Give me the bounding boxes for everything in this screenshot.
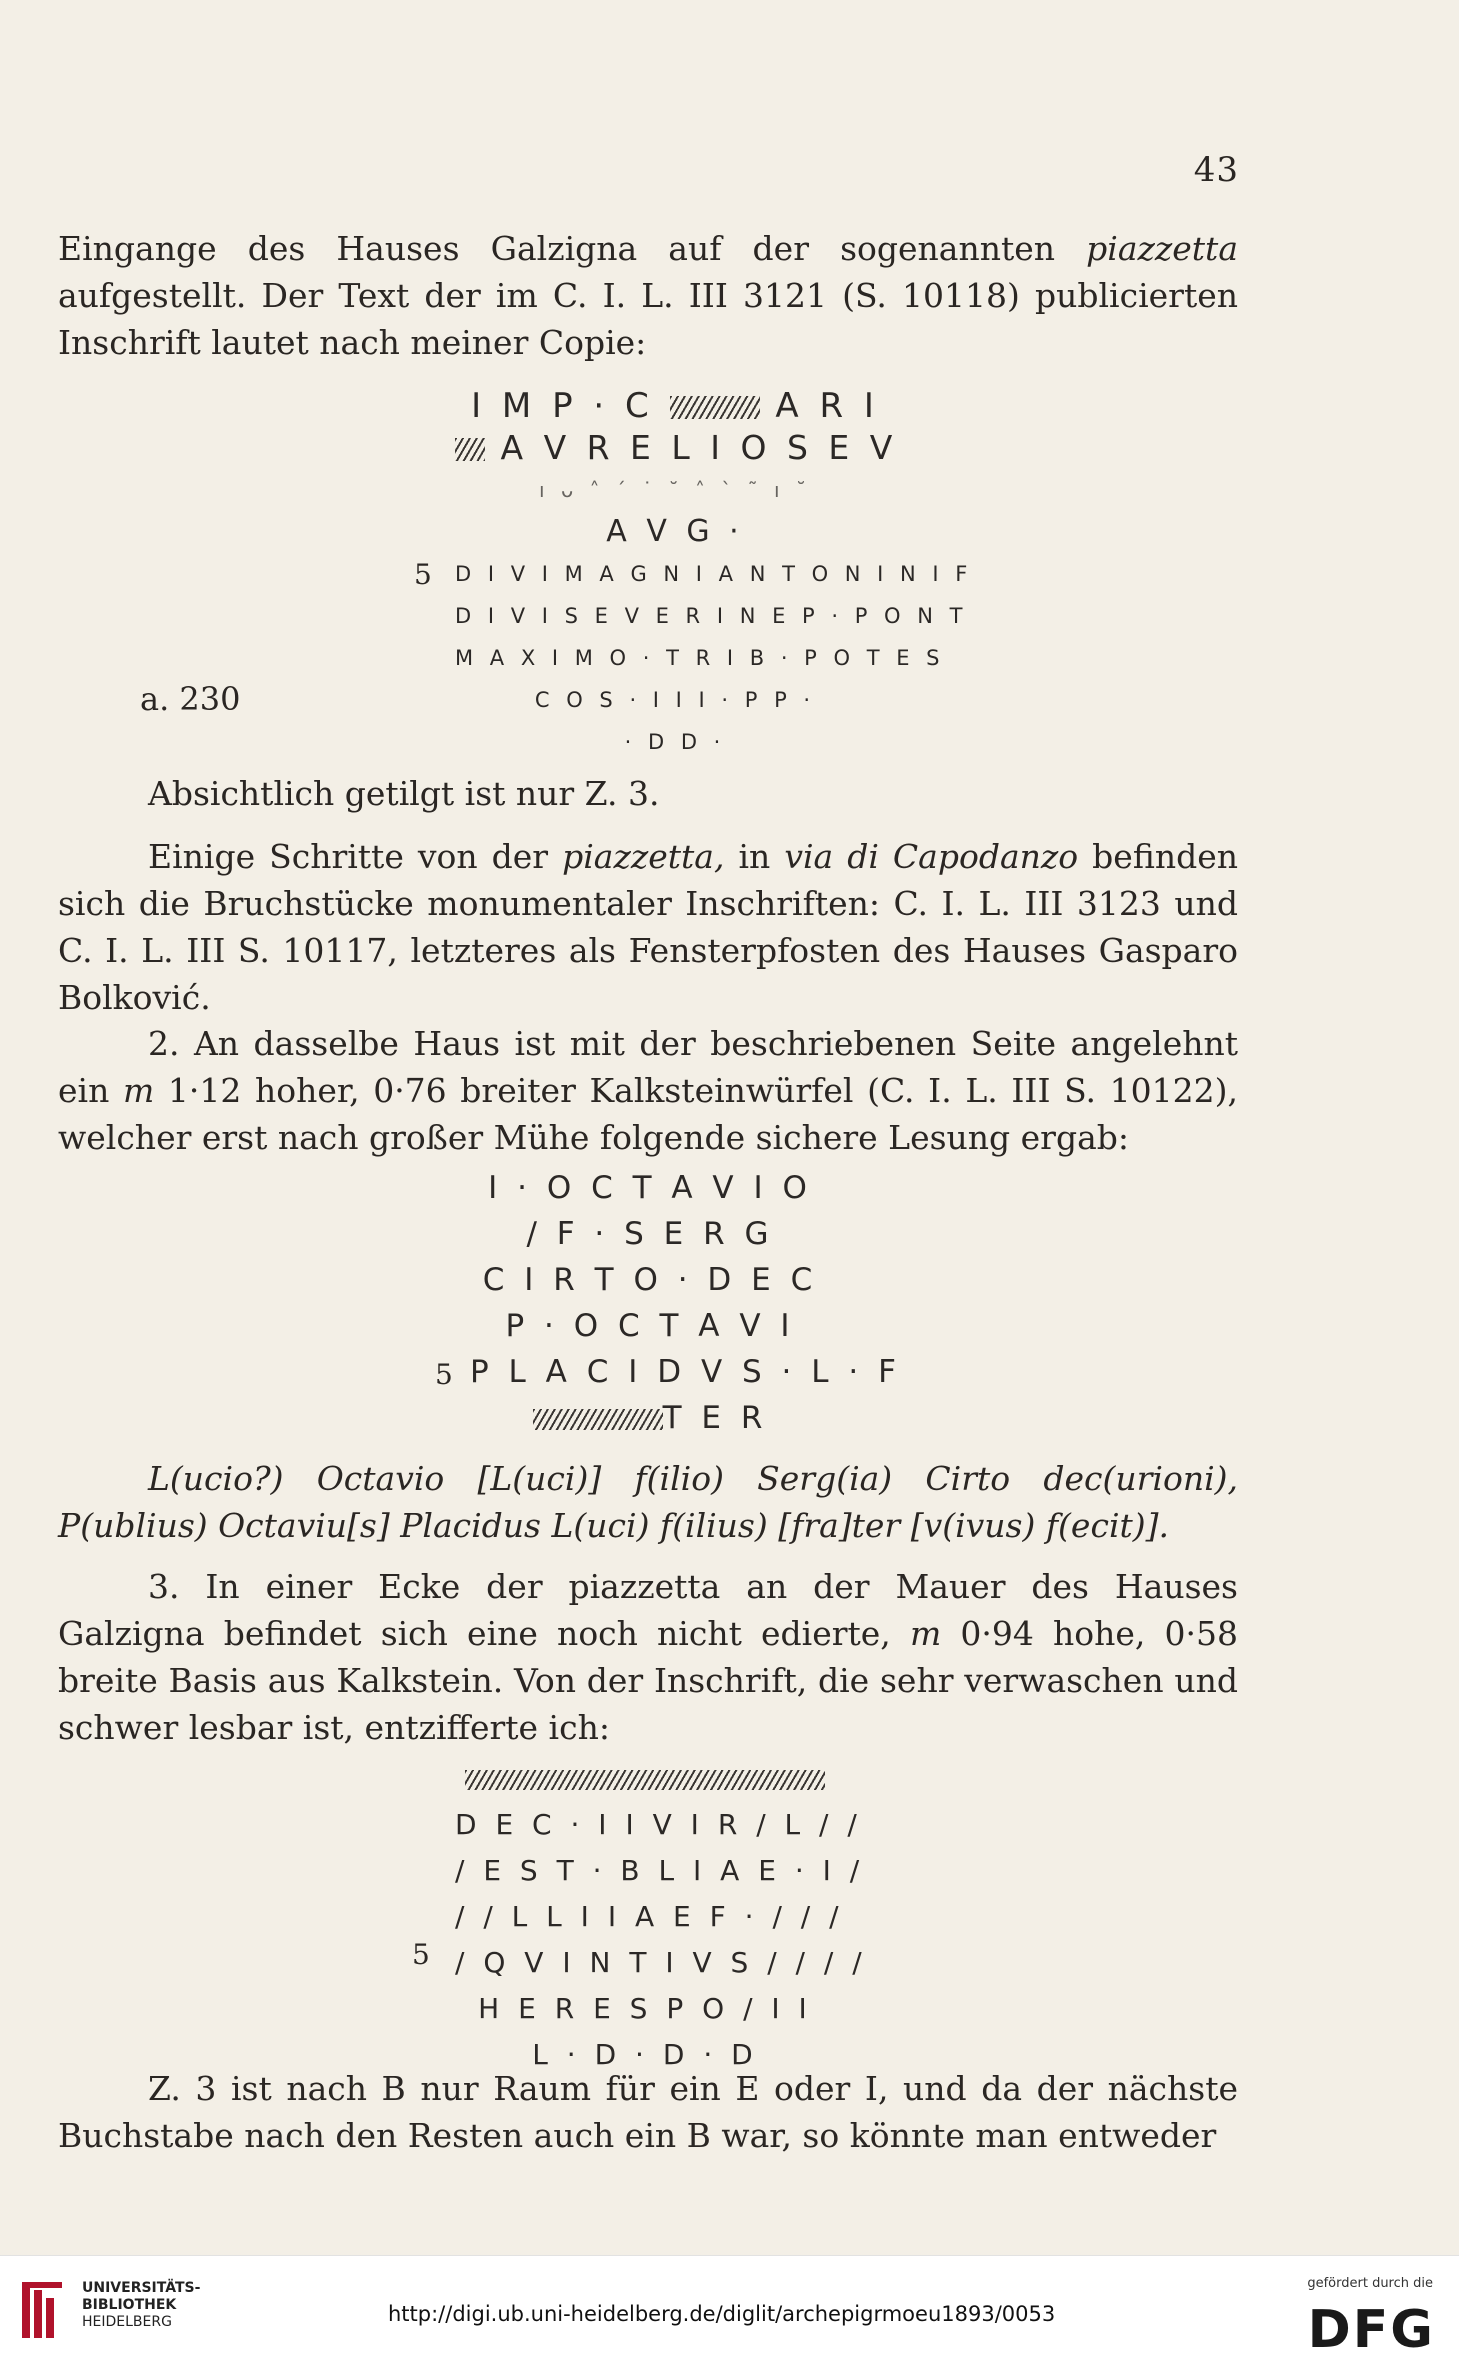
line-number-label: 5 xyxy=(412,1938,430,1971)
inscription-3-line: L · D · D · D xyxy=(532,2038,758,2071)
p4-segment: 2. An dasselbe Haus ist mit der beschriebenen Seite angelehnt ein xyxy=(58,1024,1238,1110)
inscription-1-line: I M P · C A R I xyxy=(471,386,879,426)
inscription-3-line: / / L L I I A E F · / / / xyxy=(455,1900,844,1933)
paragraph-4-text xyxy=(58,1020,1238,1161)
inscription-1 xyxy=(455,385,973,763)
inscription-1-line: D I V I S E V E R I N E P · P O N T xyxy=(455,604,968,628)
footer-bar xyxy=(0,2255,1459,2370)
paragraph-5-text: L(ucio?) Octavio [L(uci)] f(ilio) Serg(ia) Cirto dec(urioni), P(ublius) Octaviu[s] Placidus L(uci) f(ilius) [fra]ter [v(ivus) f(ecit)]. xyxy=(58,1459,1238,1545)
inscription-1-line: A V R E L I O S E V xyxy=(455,427,895,469)
paragraph-6 xyxy=(58,1563,1238,1751)
p3-segment: via di Capodanzo xyxy=(784,837,1079,876)
university-library-name xyxy=(82,2280,200,2331)
inscription-3-line: D E C · I I V I R / L / / xyxy=(455,1808,862,1841)
university-library-logo-icon xyxy=(18,2278,70,2342)
page-number: 43 xyxy=(1193,150,1239,190)
p6-segment: 0·94 hohe, 0·58 breite Basis aus Kalkstein. Von der Inschrift, die sehr verwaschen und schwer lesbar ist, entzifferte ich: xyxy=(58,1614,1238,1747)
inscription-1-erased-line: ı ᴗ ˄ ˊ ˙ ˘ ˄ ˋ ˜ ı ˘ xyxy=(539,478,811,502)
p4-segment: 1·12 hoher, 0·76 breiter Kalksteinwürfel (C. I. L. III S. 10122), welcher erst nach großer Mühe folgende sichere Lesung ergab: xyxy=(58,1071,1239,1157)
inscription-3-line: / E S T · B L I A E · I / xyxy=(455,1854,865,1887)
dfg-logo-icon: DFG xyxy=(1307,2300,1435,2360)
paragraph-3 xyxy=(58,833,1238,1021)
p3-segment: Einige Schritte von der xyxy=(148,837,563,876)
inscription-1-line: · D D · xyxy=(624,730,726,754)
inscription-2 xyxy=(470,1165,901,1441)
source-url-link[interactable]: http://digi.ub.uni-heidelberg.de/diglit/archepigrmoeu1893/0053 xyxy=(388,2302,1056,2326)
p1-segment: Eingange des Hauses Galzigna auf der sogenannten xyxy=(58,229,1087,268)
paragraph-5 xyxy=(58,1455,1238,1549)
paragraph-4 xyxy=(58,1020,1238,1161)
inscription-2-line: P L A C I D V S · L · F xyxy=(470,1354,901,1390)
inscription-2-line: P · O C T A V I xyxy=(505,1308,795,1344)
inscription-1-line: C O S · I I I · P P · xyxy=(534,688,816,712)
paragraph-1 xyxy=(58,225,1238,366)
paragraph-7 xyxy=(58,2065,1238,2159)
p4-segment: m xyxy=(122,1071,155,1110)
inscription-1-line: A V G · xyxy=(606,514,744,549)
p6-segment: 3. In einer Ecke der piazzetta an der Mauer des Hauses Galzigna befindet sich eine noch nicht edierte, xyxy=(58,1567,1238,1653)
line-number-label: 5 xyxy=(435,1358,453,1391)
paragraph-2-text: Absichtlich getilgt ist nur Z. 3. xyxy=(148,774,660,813)
inscription-3-erased-line xyxy=(455,1756,835,1802)
paragraph-7-text: Z. 3 ist nach B nur Raum für ein E oder I, und da der nächste Buchstabe nach den Resten auch ein B war, so könnte man entweder xyxy=(58,2069,1238,2155)
inscription-3 xyxy=(455,1756,867,2078)
inscription-3-line: / Q V I N T I V S / / / / xyxy=(455,1946,867,1979)
p3-segment: befinden sich die Bruchstücke monumentaler Inschriften: C. I. L. III 3123 und C. I. L. III S. 10117, letzteres als Fensterpfosten des Hauses Gasparo Bolković. xyxy=(58,837,1238,1017)
inscription-2-line: I · O C T A V I O xyxy=(488,1170,812,1206)
funding-note: gefördert durch die xyxy=(1307,2276,1433,2291)
paragraph-6-text xyxy=(58,1563,1238,1751)
inscription-1-line: D I V I M A G N I A N T O N I N I F xyxy=(455,562,973,586)
paragraph-2 xyxy=(58,770,1238,817)
p1-segment: aufgestellt. Der Text der im C. I. L. III 3121 (S. 10118) publicierten Inschrift lautet nach meiner Copie: xyxy=(58,276,1238,362)
paragraph-3-text xyxy=(58,833,1238,1021)
p3-segment: in xyxy=(724,837,785,876)
inscription-3-line: H E R E S P O / I I xyxy=(478,1992,812,2025)
inscription-2-line: T E R xyxy=(470,1395,830,1441)
p6-segment: m xyxy=(909,1614,942,1653)
university-name-line: UNIVERSITÄTS- xyxy=(82,2280,201,2296)
line-number-label: 5 xyxy=(414,558,432,591)
university-name-line: HEIDELBERG xyxy=(82,2314,172,2330)
university-name-line: BIBLIOTHEK xyxy=(82,2297,177,2313)
paragraph-1-text xyxy=(58,225,1238,366)
inscription-2-line: C I R T O · D E C xyxy=(482,1262,818,1298)
inscription-2-line: / F · S E R G xyxy=(526,1216,774,1252)
date-reference-label: a. 230 xyxy=(140,680,241,718)
p3-segment: piazzetta, xyxy=(562,837,725,876)
inscription-1-line: M A X I M O · T R I B · P O T E S xyxy=(455,646,945,670)
p1-segment: piazzetta xyxy=(1086,229,1238,268)
